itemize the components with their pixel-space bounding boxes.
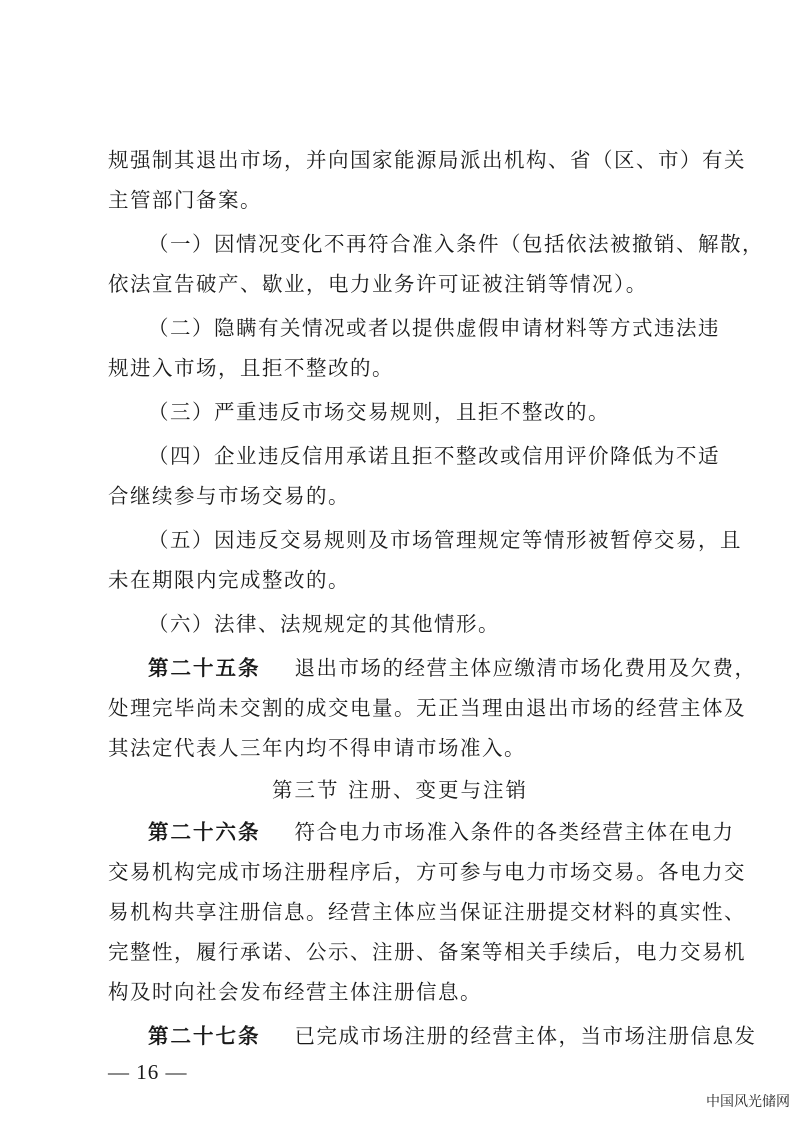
text-line: 依法宣告破产、歇业，电力业务许可证被注销等情况）。 — [108, 272, 648, 296]
section-heading: 第三节 注册、变更与注销 — [271, 778, 529, 802]
text-line: 规强制其退出市场，并向国家能源局派出机构、省（区、市）有关 — [108, 148, 746, 172]
article-label: 第二十七条 — [148, 1024, 261, 1048]
text-line: 规进入市场，且拒不整改的。 — [108, 356, 394, 380]
list-item-5: （五）因违反交易规则及市场管理规定等情形被暂停交易，且 — [148, 528, 742, 552]
article-26-first-line — [148, 818, 800, 846]
list-item-4: （四）企业违反信用承诺且拒不整改或信用评价降低为不适 — [148, 444, 720, 468]
article-27-first-line — [148, 1022, 800, 1050]
text-line: 交易机构完成市场注册程序后，方可参与电力市场交易。各电力交 — [108, 860, 746, 884]
list-item-1: （一）因情况变化不再符合准入条件（包括依法被撤销、解散， — [148, 232, 764, 256]
article-text: 退出市场的经营主体应缴清市场化费用及欠费， — [294, 656, 757, 680]
text-line: 未在期限内完成整改的。 — [108, 568, 350, 592]
text-line: 合继续参与市场交易的。 — [108, 484, 350, 508]
text-line: 完整性，履行承诺、公示、注册、备案等相关手续后，电力交易机 — [108, 940, 746, 964]
list-item-2: （二）隐瞒有关情况或者以提供虚假申请材料等方式违法违 — [148, 316, 720, 340]
text-line: 构及时向社会发布经营主体注册信息。 — [108, 980, 482, 1004]
list-item-6: （六）法律、法规规定的其他情形。 — [148, 612, 500, 636]
text-line: 其法定代表人三年内均不得申请市场准入。 — [108, 736, 526, 760]
article-text: 符合电力市场准入条件的各类经营主体在电力 — [294, 820, 735, 844]
text-line: 易机构共享注册信息。经营主体应当保证注册提交材料的真实性、 — [108, 900, 746, 924]
list-item-3: （三）严重违反市场交易规则，且拒不整改的。 — [148, 400, 610, 424]
text-line: 主管部门备案。 — [108, 188, 262, 212]
article-25-first-line — [148, 654, 800, 682]
page-number: — 16 — — [108, 1060, 188, 1084]
text-line: 处理完毕尚未交割的成交电量。无正当理由退出市场的经营主体及 — [108, 696, 746, 720]
article-text: 已完成市场注册的经营主体，当市场注册信息发 — [294, 1024, 757, 1048]
article-label: 第二十五条 — [148, 656, 261, 680]
article-label: 第二十六条 — [148, 820, 261, 844]
site-watermark: 中国风光储网 — [706, 1094, 790, 1110]
